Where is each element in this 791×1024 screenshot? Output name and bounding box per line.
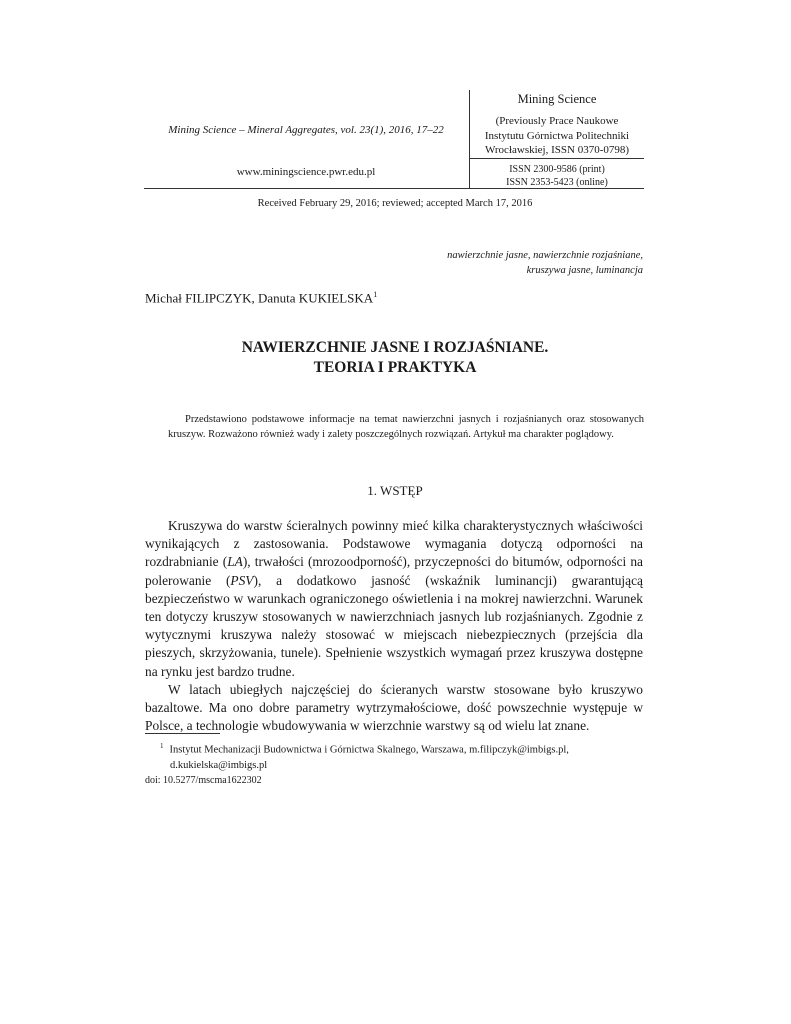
- body-text: [145, 517, 643, 735]
- issn-print: ISSN 2300-9586 (print): [509, 164, 605, 175]
- issn-online: ISSN 2353-5423 (online): [506, 176, 608, 188]
- received-dates: Received February 29, 2016; reviewed; accepted March 17, 2016: [257, 198, 533, 209]
- journal-title: Mining Science: [517, 92, 597, 106]
- doi[interactable]: doi: 10.5277/mscma1622302: [145, 775, 262, 786]
- previous-journal-line-1: (Previously Prace Naukowe: [495, 115, 619, 127]
- paragraph-2: W latach ubiegłych najczęściej do ścieranych warstw stosowane było kruszywo bazaltowe. Ma ono dobre parametry wytrzymałościowe, dość powszechnie występuje w Polsce, a technologie wbudowywania w wierzchnie warstwy są od wielu lat znane.: [145, 681, 643, 734]
- previous-journal-line-3: Wrocławskiej, ISSN 0370-0798): [484, 144, 630, 156]
- journal-website[interactable]: www.miningscience.pwr.edu.pl: [236, 166, 376, 178]
- journal-citation: Mining Science – Mineral Aggregates, vol. 23(1), 2016, 17–22: [168, 124, 444, 136]
- footnote: [160, 739, 630, 773]
- issn-block: [470, 164, 644, 189]
- footnote-line-2[interactable]: d.kukielska@imbigs.pl: [170, 759, 268, 771]
- header-right-divider: [470, 158, 644, 159]
- keywords-line-2: kruszywa jasne, luminancja: [526, 265, 643, 276]
- footnote-mark: 1: [160, 742, 164, 750]
- paragraph-1-part-b: ), trwałości (mrozoodporność), przyczepności do bitumów, odporności na polerowanie (: [145, 554, 643, 588]
- abstract: Przedstawiono podstawowe informacje na temat nawierzchni jasnych i rozjaśnianych oraz stosowanych kruszyw. Rozważono również wady i zalety poszczególnych rozwiązań. Artykuł ma charakter poglądowy.: [168, 414, 644, 440]
- paper-title: [145, 338, 645, 378]
- previous-journal-line-2: Instytutu Górnictwa Politechniki: [484, 129, 630, 142]
- title-line-2: TEORIA I PRAKTYKA: [313, 359, 477, 376]
- la-abbreviation: LA: [227, 554, 243, 570]
- paragraph-1-part-a: Kruszywa do warstw ścieralnych powinny mieć kilka charakterystycznych właściwości wynikających z zastosowania. Podstawowe wymagania dotyczą odporności na rozdrabnianie (: [145, 518, 643, 570]
- authors: [145, 290, 377, 306]
- section-heading: 1. WSTĘP: [367, 483, 423, 498]
- author-footnote-mark[interactable]: 1: [373, 290, 378, 299]
- keywords: [340, 248, 643, 278]
- footnote-affiliation: Instytut Mechanizacji Budownictwa i Górnictwa Skalnego, Warszawa, m.filipczyk@imbigs.pl,: [169, 744, 569, 756]
- footnote-rule: [145, 733, 220, 734]
- author-names: Michał FILIPCZYK, Danuta KUKIELSKA: [145, 290, 374, 306]
- keywords-line-1: nawierzchnie jasne, nawierzchnie rozjaśniane,: [447, 250, 643, 261]
- psv-abbreviation: PSV: [230, 572, 254, 588]
- previous-journal-name: [470, 114, 644, 158]
- footnote-line-1: [160, 739, 630, 758]
- title-line-1: NAWIERZCHNIE JASNE I ROZJAŚNIANE.: [241, 339, 549, 356]
- paragraph-1-part-c: ), a dodatkowo jasność (wskaźnik luminancji) gwarantującą bezpieczeństwo w warunkach ograniczonego oświetlenia i na mokrej nawierzchni. Warunek ten dotyczy kruszyw stosowanych w nawierzchniach jasnych lub rozjaśnianych. Zgodnie z wytycznymi kruszywa należy stosować w miejscach niebezpiecznych (przejścia dla pieszych, skrzyżowania, tunele). Spełnienie wszystkich wymagań przez kruszywa dostępne na rynku jest bardzo trudne.: [145, 572, 643, 679]
- paragraph-1: [145, 517, 643, 681]
